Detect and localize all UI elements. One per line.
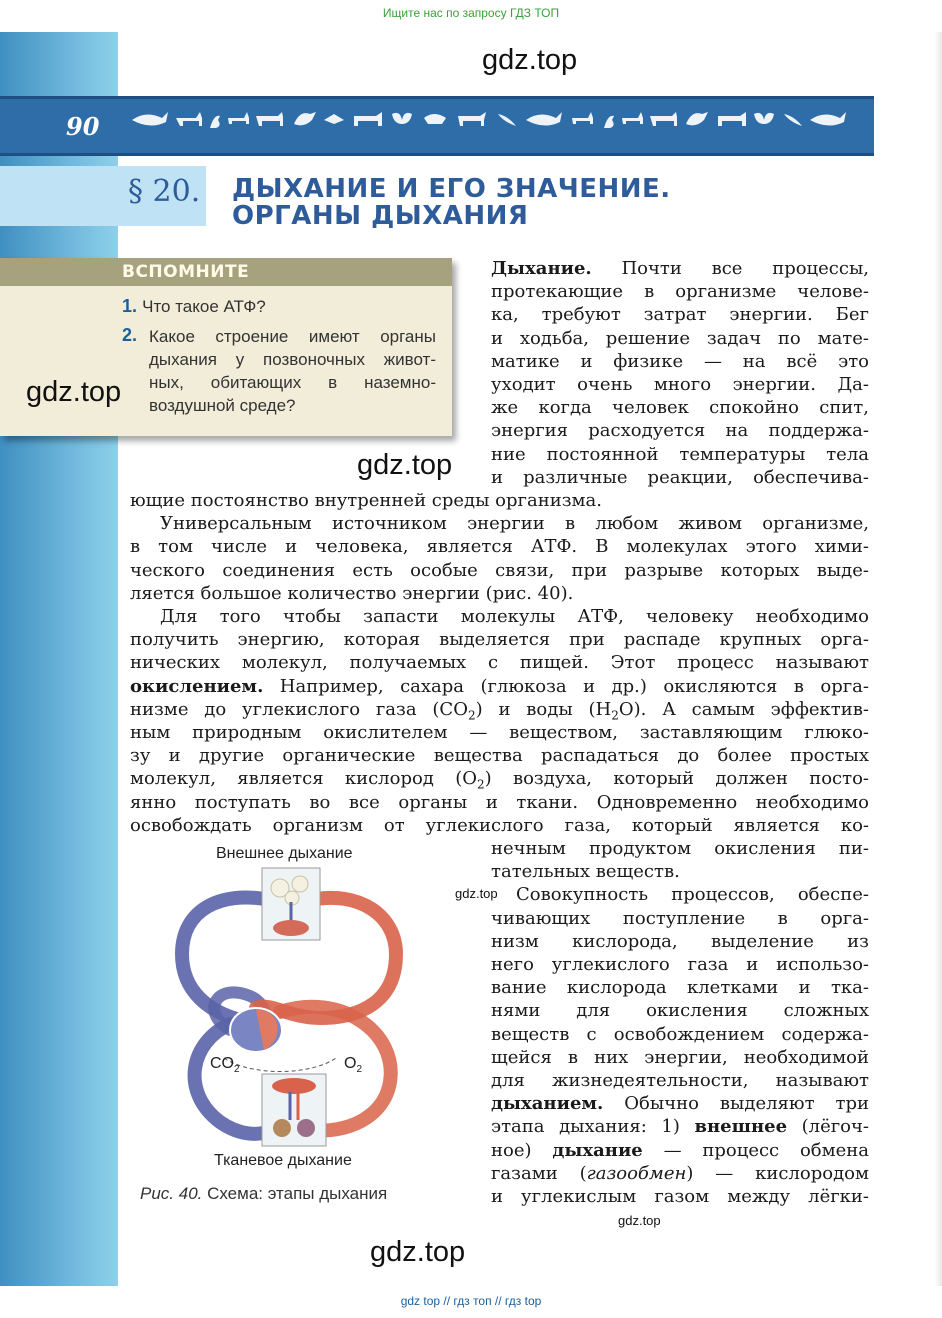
animal-silhouettes-strip xyxy=(128,104,848,136)
text-line: газами (газообмен) — кислородом xyxy=(491,1162,869,1184)
page-number: 90 xyxy=(66,112,100,141)
text-line: матике и физике — на всё это xyxy=(491,350,869,372)
butterfly-icon xyxy=(754,113,774,124)
text-line: Универсальным источником энергии в любом живом организме, xyxy=(160,513,869,535)
top-search-note: Ищите нас по запросу ГДЗ ТОП xyxy=(382,6,560,20)
text-line: уходит очень много энергии. Да- xyxy=(491,374,869,395)
bird-icon xyxy=(784,114,802,126)
text-line: окислением. Например, сахара (глюкоза и др.) окисляются в орга- xyxy=(130,675,869,697)
text-line: для жизнедеятельности, называют xyxy=(491,1070,869,1091)
butterfly-icon xyxy=(392,113,412,124)
text-line: веществ с освобождением содержа- xyxy=(491,1023,869,1045)
figure-caption: Рис. 40. Схема: этапы дыхания xyxy=(140,1184,388,1203)
text-line: вание кислорода клетками и тка- xyxy=(491,977,869,999)
question-2 xyxy=(149,325,436,417)
text-line: нических молекул, получаемых с пищей. Этот процесс называют xyxy=(130,652,869,674)
watermark: gdz.top xyxy=(26,376,122,408)
text-line: и углекислым газом между лёгки- xyxy=(491,1186,869,1207)
text-line: Дыхание. Почти все процессы, xyxy=(491,258,869,279)
main-text-block xyxy=(130,489,869,839)
animal-icon xyxy=(256,112,283,126)
text-line: в том числе и человека, является АТФ. В молекулах этого хими- xyxy=(130,536,869,558)
animal-icon xyxy=(354,112,382,126)
text-line: и различные реакции, обеспечива- xyxy=(491,466,869,488)
watermark: gdz.top xyxy=(482,44,578,76)
paragraph-4-column xyxy=(491,837,869,1217)
text-line: зу и другие органические вещества распадаться до более простых xyxy=(130,745,869,767)
animal-icon xyxy=(686,112,708,125)
text-line: освобождать организм от углекислого газа, который является ко- xyxy=(130,814,869,836)
watermark: gdz.top xyxy=(370,1236,466,1268)
text-line: Совокупность процессов, обеспе- xyxy=(516,884,869,906)
text-line: ным природным окислителем — веществом, заставляющим глюко- xyxy=(130,722,869,743)
text-line: ное) дыхание — процесс обмена xyxy=(491,1139,869,1161)
text-line: Для того чтобы запасти молекулы АТФ, человеку необходимо xyxy=(160,606,869,627)
bird-icon xyxy=(604,116,614,128)
whale-icon xyxy=(810,112,846,126)
o2-label: $O_2$ xyxy=(344,1055,363,1075)
watermark: gdz.top xyxy=(455,886,498,901)
insect-icon xyxy=(228,112,249,124)
text-line: молекул, является кислород $(O_2)$ воздуха, который должен посто- xyxy=(130,768,870,792)
text-line: ляется большое количество энергии (рис. 40). xyxy=(130,582,574,604)
page-title xyxy=(232,176,671,230)
text-line: дыханием. Обычно выделяют три xyxy=(491,1093,869,1115)
text-line: ка, требуют затрат энергии. Бег xyxy=(491,304,869,326)
text-line: этапа дыхания: 1) внешнее (лёгоч- xyxy=(491,1116,869,1138)
text-line: низме до углекислого газа $(CO_2)$ и воды $(H_2O)$. А самым эффектив- xyxy=(130,698,869,723)
text-line: же когда человек спокойно спит, xyxy=(491,397,869,419)
animal-icon xyxy=(176,112,202,126)
question-1 xyxy=(122,295,266,318)
whale-icon xyxy=(132,112,168,126)
question-2-line: ных, обитающих в наземно- xyxy=(149,373,436,392)
text-line: ние постоянной температуры тела xyxy=(491,443,869,465)
term-oxidation: окислением. xyxy=(130,675,264,697)
insect-icon xyxy=(572,112,593,124)
text-line: щейся в них энергии, необходимой xyxy=(491,1046,869,1068)
whale-icon xyxy=(526,112,562,126)
question-1-text: Что такое АТФ? xyxy=(142,297,266,316)
text-line: протекающие в организме челове- xyxy=(491,281,869,303)
paragraph-number: § 20. xyxy=(128,174,201,209)
paragraph-1-column xyxy=(491,257,869,497)
co2-label: $CO_2$ xyxy=(210,1055,240,1075)
text-line: чивающих поступление в орга- xyxy=(491,907,869,929)
bird-icon xyxy=(210,116,220,128)
term-respiration: дыханием. xyxy=(491,1093,604,1115)
question-2-line: Какое строение имеют органы xyxy=(149,327,436,346)
text-line: получить энергию, которая выделяется при распаде крупных орга- xyxy=(130,629,869,651)
animal-icon xyxy=(294,112,316,125)
title-line-1: ДЫХАНИЕ И ЕГО ЗНАЧЕНИЕ. xyxy=(232,174,671,204)
text-line: тательных веществ. xyxy=(491,861,680,883)
question-2-line: воздушной среде? xyxy=(149,396,296,415)
animal-icon xyxy=(458,112,486,126)
text-line: ющие постоянство внутренней среды организма. xyxy=(130,490,602,511)
text-line: янно поступать во все органы и ткани. Одновременно необходимо xyxy=(130,791,869,813)
figure-label-tissue: Тканевое дыхание xyxy=(214,1152,352,1169)
bird-icon xyxy=(498,114,516,126)
title-line-2: ОРГАНЫ ДЫХАНИЯ xyxy=(232,201,529,231)
recall-box xyxy=(0,258,452,436)
insect-icon xyxy=(622,112,643,124)
text-line: и ходьба, решение задач по мате- xyxy=(491,327,869,349)
watermark: gdz.top xyxy=(357,449,453,481)
page-edge-shadow xyxy=(934,32,942,1286)
bottom-note: gdz top // гдз топ // гдз top xyxy=(400,1294,542,1308)
text-line: энергия расходуется на поддержа- xyxy=(491,420,869,442)
question-2-line: дыхания у позвоночных живот- xyxy=(149,350,436,369)
animal-icon xyxy=(650,112,677,126)
text-line: нями для окисления сложных xyxy=(491,1000,869,1022)
question-2-number: 2. xyxy=(122,325,138,345)
bird-icon xyxy=(324,114,344,124)
watermark: gdz.top xyxy=(618,1213,661,1228)
text-line: нечным продуктом окисления пи- xyxy=(491,838,869,859)
text-line: него углекислого газа и использо- xyxy=(491,954,869,975)
text-line: низм кислорода, выделение из xyxy=(491,930,869,952)
animal-icon xyxy=(424,114,446,124)
question-1-number: 1. xyxy=(122,296,138,316)
respiration-diagram xyxy=(160,862,420,1152)
term-breathing: Дыхание. xyxy=(491,258,592,279)
text-line: ческого соединения есть особые связи, при разрыве которых выде- xyxy=(130,559,869,581)
figure-label-external: Внешнее дыхание xyxy=(216,845,353,862)
animal-icon xyxy=(718,112,746,126)
recall-title: ВСПОМНИТЕ xyxy=(122,262,250,282)
